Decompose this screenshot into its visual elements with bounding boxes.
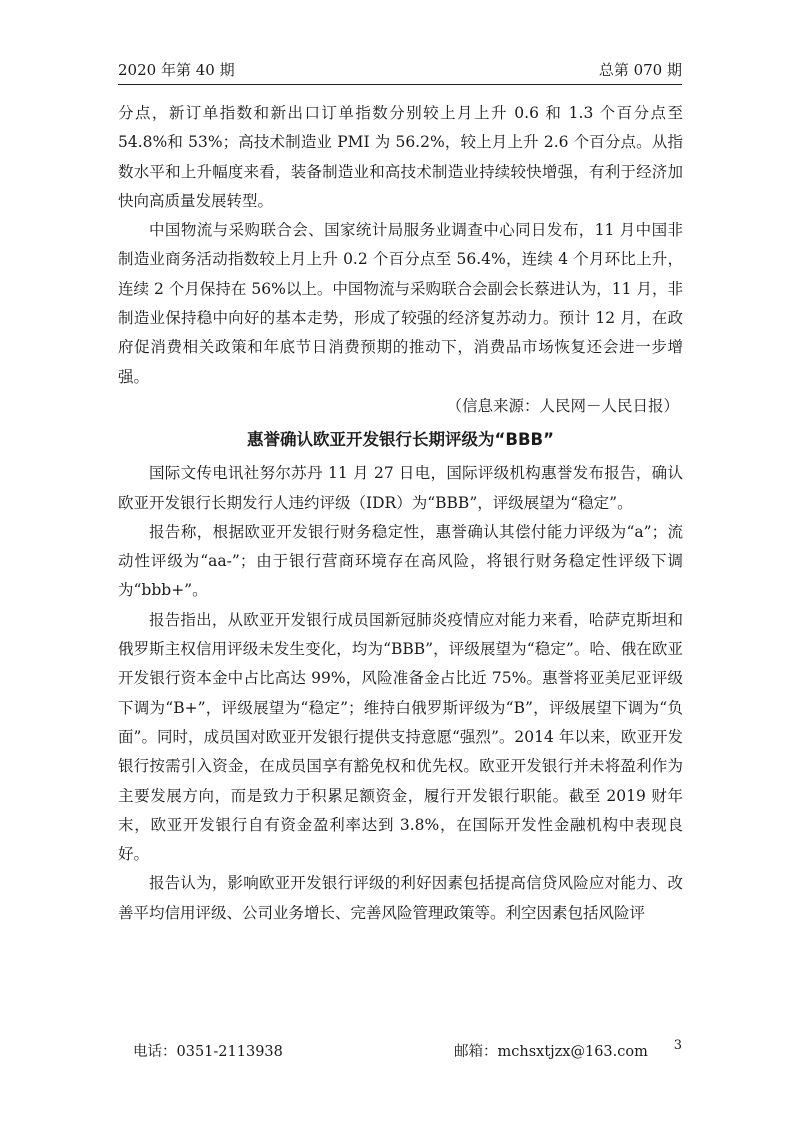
article2-paragraph-1: 国际文传电讯社努尔苏丹 11 月 27 日电，国际评级机构惠誉发布报告，确认欧亚开发银行长期发行人违约评级（IDR）为“BBB”，评级展望为“稳定”。 (118, 464, 683, 512)
article2-title: 惠誉确认欧亚开发银行长期评级为“BBB” (247, 430, 554, 450)
page-header (118, 58, 682, 85)
article2-paragraph-4: 报告认为，影响欧亚开发银行评级的利好因素包括提高信贷风险应对能力、改善平均信用评级、公司业务增长、完善风险管理政策等。利空因素包括风险评 (118, 874, 683, 922)
article2-paragraph-3: 报告指出，从欧亚开发银行成员国新冠肺炎疫情应对能力来看，哈萨克斯坦和俄罗斯主权信用评级未发生变化，均为“BBB”，评级展望为“稳定”。哈、俄在欧亚开发银行资本金中占比高达 99%，风险准备金占比近 75%。惠誉将亚美尼亚评级下调为“B+”，评级展望为“稳定”；维持白俄罗斯评级为“B”，评级展望下调为“负面”。同时，成员国对欧亚开发银行提供支持意愿“强烈”。2014 年以来，欧亚开发银行按需引入资金，在成员国享有豁免权和优先权。欧亚开发银行并未将盈利作为主要发展方向，而是致力于积累足额资金，履行开发银行职能。截至 2019 财年末，欧亚开发银行自有资金盈利率达到 3.8%，在国际开发性金融机构中表现良好。 (118, 610, 683, 864)
page-number: 3 (673, 1038, 682, 1053)
article1-paragraph-2: 中国物流与采购联合会、国家统计局服务业调查中心同日发布，11 月中国非制造业商务活动指数较上月上升 0.2 个百分点至 56.4%，连续 4 个月环比上升，连续 2 个月保持在 56%以上。中国物流与采购联合会副会长蔡进认为，11 月，非制造业保持稳中向好的基本走势，形成了较强的经济复苏动力。预计 12 月，在政府促消费相关政策和年底节日消费预期的推动下，消费品市场恢复还会进一步增强。 (118, 221, 683, 386)
contact-email: 邮箱：mchsxtjzx@163.com (454, 1044, 648, 1060)
issue-number-left: 2020 年第 40 期 (118, 61, 235, 79)
article1-paragraph-1: 分点，新订单指数和新出口订单指数分别较上月上升 0.6 和 1.3 个百分点至 54.8%和 53%；高技术制造业 PMI 为 56.2%，较上月上升 2.6 个百分点。从指数水平和上升幅度来看，装备制造业和高技术制造业持续较快增强，有利于经济加快向高质量发展转型。 (118, 104, 683, 210)
issue-number-right: 总第 070 期 (598, 61, 682, 79)
page-footer (118, 1040, 682, 1064)
page-body (118, 99, 683, 928)
contact-phone: 电话：0351-2113938 (133, 1044, 283, 1060)
article2-paragraph-2: 报告称，根据欧亚开发银行财务稳定性，惠誉确认其偿付能力评级为“a”；流动性评级为“aa-”；由于银行营商环境存在高风险，将银行财务稳定性评级下调为“bbb+”。 (118, 522, 683, 600)
article1-source: （信息来源：人民网－人民日报） (446, 396, 679, 415)
